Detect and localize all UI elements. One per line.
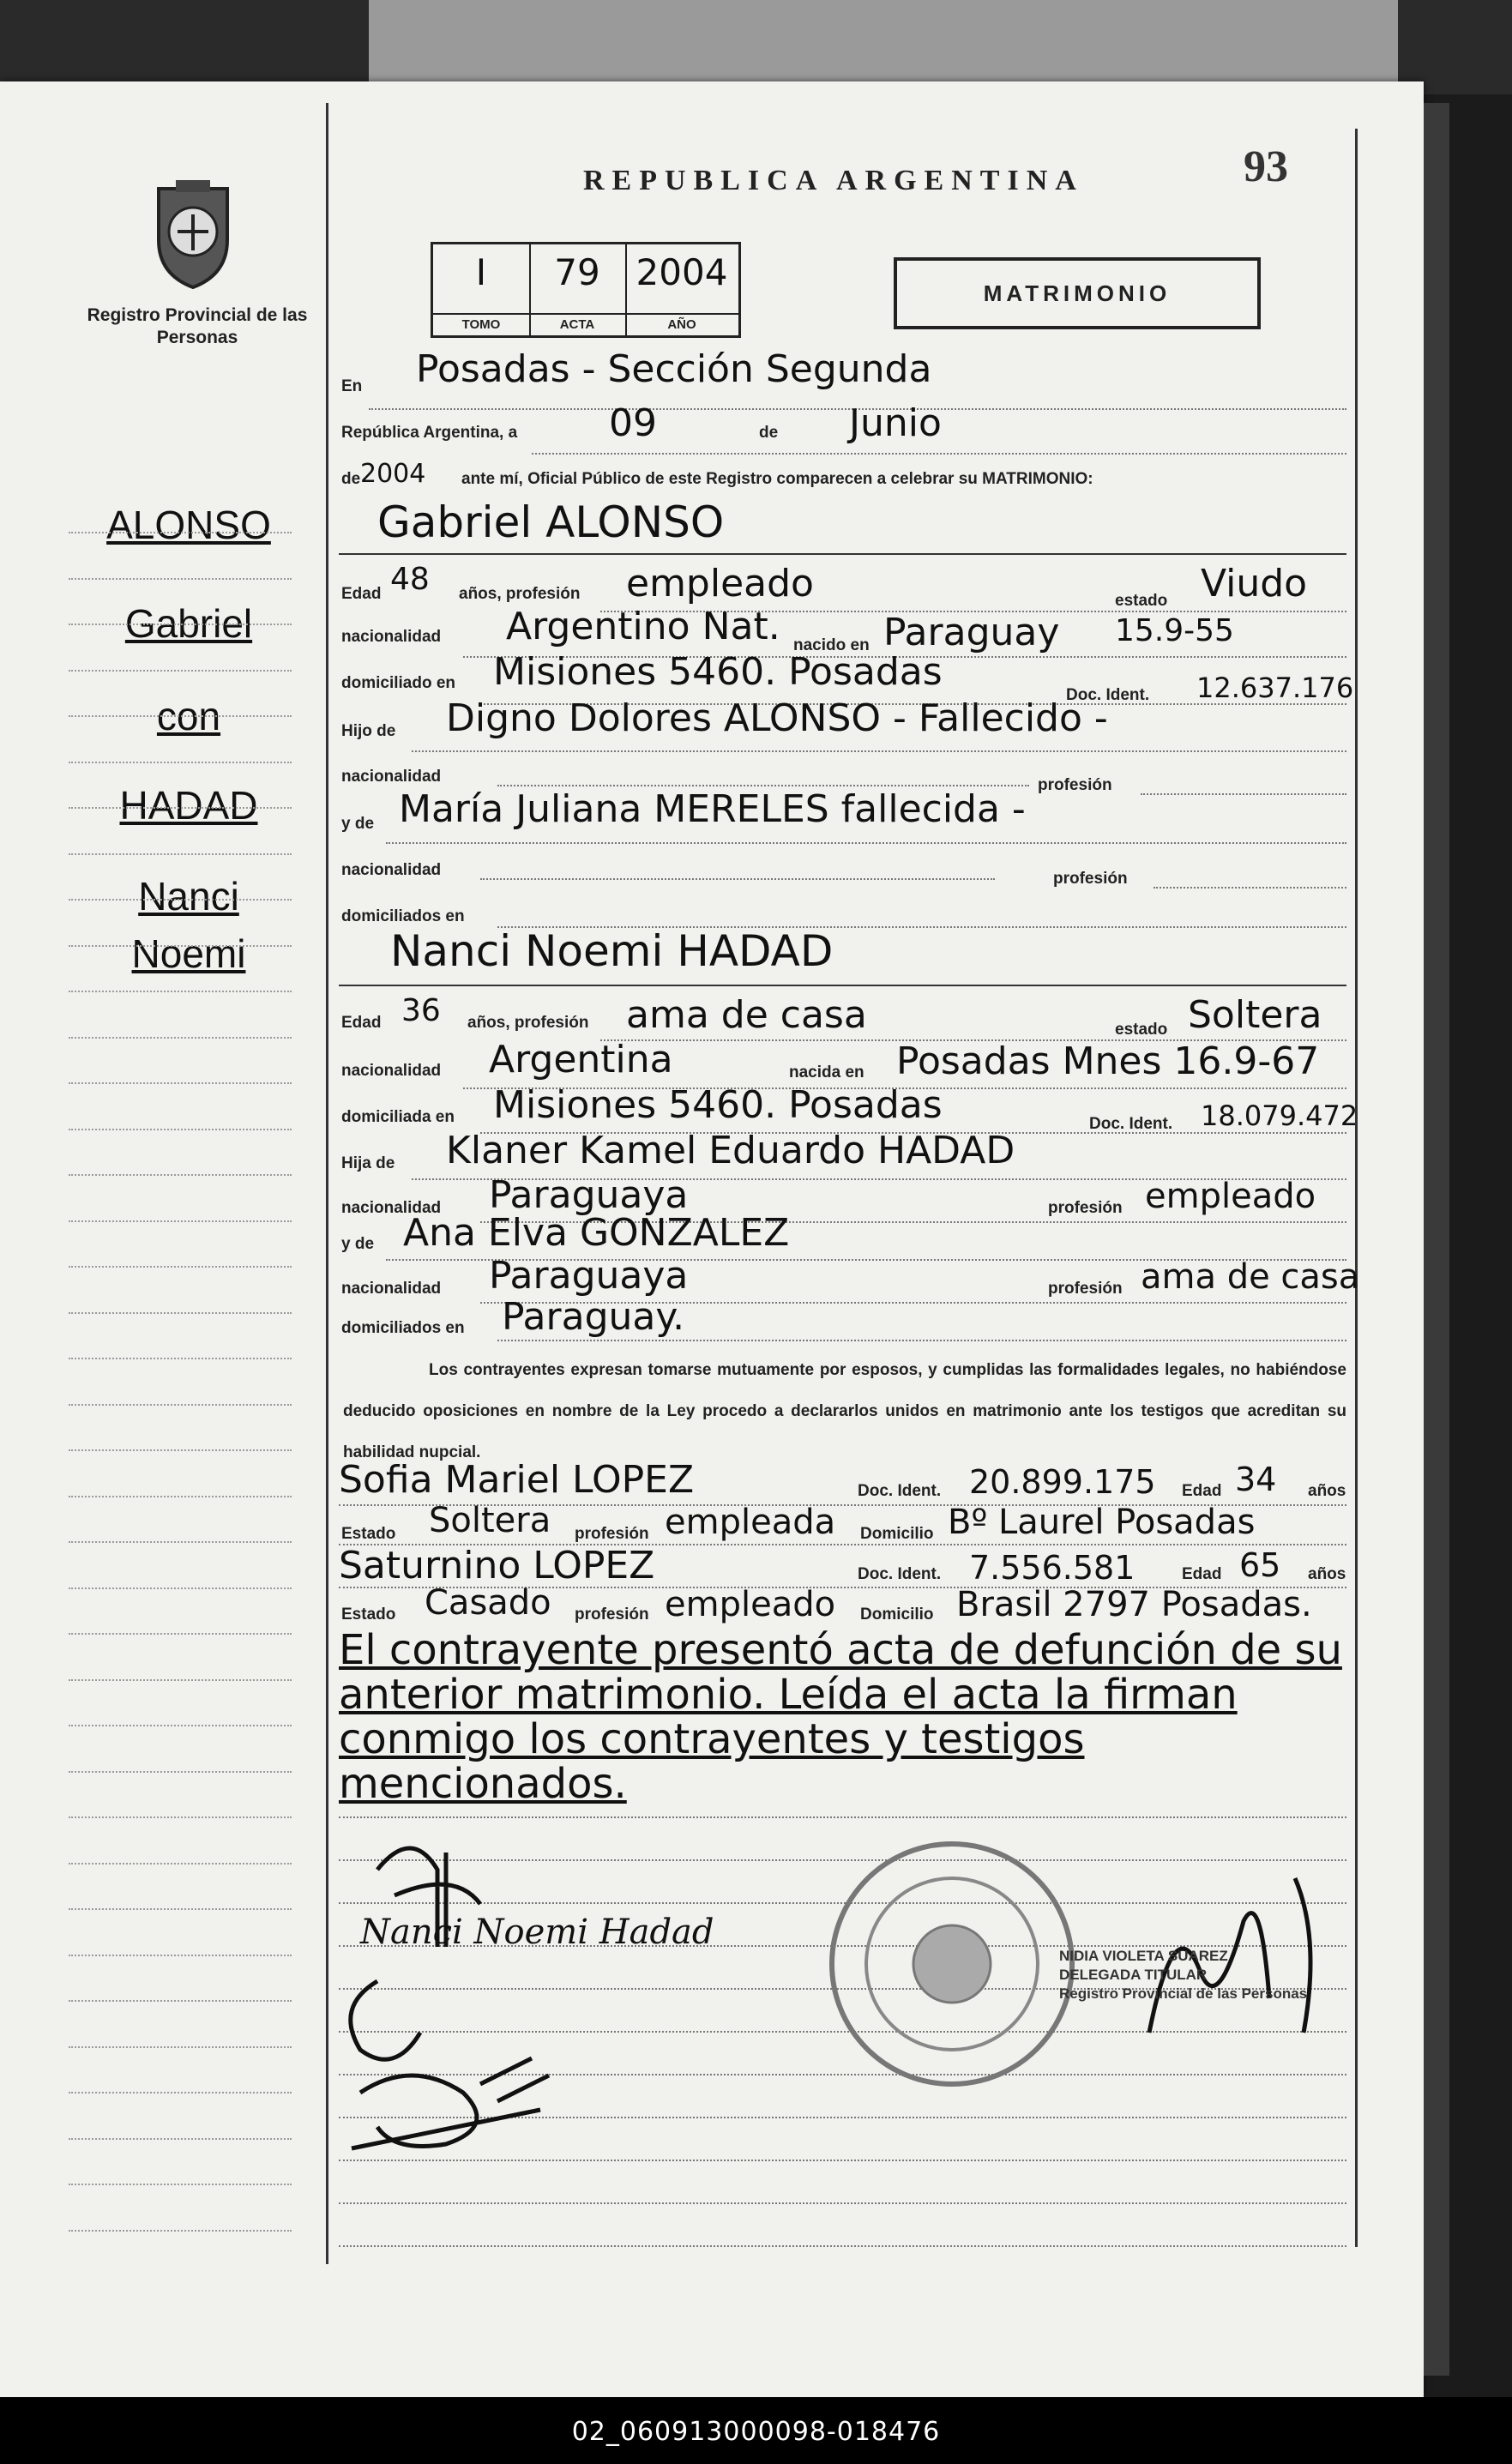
- groom-madre-prof-label: profesión: [1053, 870, 1128, 888]
- acta-cell: [529, 244, 627, 335]
- margin-line: [69, 1633, 292, 1635]
- witness-1-prof-label: profesión: [575, 1525, 649, 1543]
- bride-padre-nac-label: nacionalidad: [341, 1199, 442, 1217]
- groom-name-line: [339, 553, 1346, 555]
- official-stamp-icon: [823, 1835, 1081, 2093]
- anio-label: AÑO: [625, 313, 738, 335]
- margin-line: [69, 1496, 292, 1497]
- bride-madre-nac-label: nacionalidad: [341, 1280, 442, 1298]
- month-value: Junio: [849, 401, 942, 445]
- margin-line: [69, 762, 292, 763]
- groom-madre-nac-line: [480, 878, 995, 880]
- date-line: [532, 453, 1346, 455]
- margin-line: [69, 1312, 292, 1314]
- margin-line: [69, 1816, 292, 1818]
- witness-signatures: [326, 1955, 583, 2161]
- margin-line: [69, 1771, 292, 1773]
- margin-name-3: con: [156, 694, 221, 738]
- groom-padre-prof-line: [1141, 793, 1346, 795]
- witness-2-anios-label: años: [1308, 1565, 1346, 1583]
- bride-yde-label: y de: [341, 1235, 375, 1253]
- bride-madre: Ana Elva GONZALEZ: [403, 1211, 790, 1255]
- witness-2-edad: 65: [1239, 1546, 1281, 1584]
- margin-lines: [69, 532, 292, 2281]
- groom-padre-nac-label: nacionalidad: [341, 768, 442, 786]
- groom-padres-dom-label: domiciliados en: [341, 907, 465, 925]
- groom-edad: 48: [390, 562, 430, 597]
- bride-anios-label: años, profesión: [467, 1014, 589, 1032]
- bride-nacida-label: nacida en: [789, 1063, 864, 1081]
- registry-name: Registro Provincial de las Personas: [87, 305, 308, 347]
- margin-line: [69, 807, 292, 809]
- groom-nac-label: nacionalidad: [341, 628, 442, 646]
- witness-1-dom: Bº Laurel Posadas: [948, 1503, 1256, 1542]
- witness-1-anios-label: años: [1308, 1482, 1346, 1500]
- groom-fecha-nac: 15.9-55: [1115, 613, 1234, 648]
- bride-domicilio: Misiones 5460. Posadas: [493, 1083, 943, 1127]
- margin-line: [69, 2138, 292, 2140]
- margin-name-5: Nanci: [138, 874, 239, 919]
- margin-line: [69, 2046, 292, 2048]
- groom-estado: Viudo: [1201, 562, 1308, 605]
- margin-line: [69, 1908, 292, 1910]
- witness-1-edad-label: Edad: [1182, 1482, 1222, 1500]
- signature-line: [339, 2245, 1346, 2247]
- groom-nacionalidad: Argentino Nat.: [506, 605, 780, 648]
- margin-line: [69, 1266, 292, 1268]
- bride-padres-dom-label: domiciliados en: [341, 1319, 465, 1337]
- margin-line: [69, 991, 292, 992]
- groom-anios-label: años, profesión: [459, 585, 581, 603]
- signature-line: [339, 2202, 1346, 2204]
- groom-padre: Digno Dolores ALONSO - Fallecido -: [446, 696, 1108, 740]
- bride-edad: 36: [401, 993, 441, 1028]
- witness-1-dom-label: Domicilio: [860, 1525, 934, 1543]
- page-title: REPUBLICA ARGENTINA: [583, 165, 1084, 196]
- margin-line: [69, 2230, 292, 2232]
- groom-nacido-label: nacido en: [793, 636, 870, 654]
- margin-line: [69, 1725, 292, 1726]
- bride-padre: Klaner Kamel Eduardo HADAD: [446, 1129, 1015, 1172]
- bride-name-line: [339, 985, 1346, 986]
- official-name: NIDIA VIOLETA SUAREZ: [1059, 1948, 1228, 1964]
- witness-1-estado-label: Estado: [341, 1525, 396, 1543]
- witness-2-dom: Brasil 2797 Posadas.: [956, 1585, 1312, 1624]
- tomo-value: I: [475, 251, 487, 293]
- year-value: 2004: [360, 459, 426, 489]
- margin-line: [69, 1679, 292, 1681]
- witness-2-prof-label: profesión: [575, 1606, 649, 1624]
- groom-name: Gabriel ALONSO: [377, 497, 725, 547]
- en-label: En: [341, 377, 363, 395]
- groom-profesion: empleado: [626, 562, 814, 605]
- bride-name: Nanci Noemi HADAD: [390, 926, 834, 976]
- witness-1-prof: empleada: [665, 1503, 836, 1542]
- year-prefix: de: [341, 470, 361, 488]
- margin-line: [69, 670, 292, 672]
- bride-madre-prof-label: profesión: [1048, 1280, 1123, 1298]
- margin-divider: [326, 103, 328, 2264]
- groom-dom-label: domiciliado en: [341, 674, 456, 692]
- witness-1-edad: 34: [1235, 1461, 1277, 1498]
- margin-line: [69, 532, 292, 533]
- bride-nacida: Posadas Mnes 16.9-67: [896, 1039, 1320, 1083]
- witness-2-edad-label: Edad: [1182, 1565, 1222, 1583]
- margin-line: [69, 1358, 292, 1359]
- groom-hijo-label: Hijo de: [341, 722, 396, 740]
- margin-name-1: ALONSO: [106, 503, 271, 547]
- groom-edad-label: Edad: [341, 585, 382, 603]
- bride-doc-label: Doc. Ident.: [1089, 1115, 1173, 1133]
- official-office: Registro Provincial de las Personas: [1059, 1985, 1308, 2002]
- groom-line-5: [386, 842, 1346, 844]
- margin-line: [69, 1220, 292, 1222]
- witness-2-doc-label: Doc. Ident.: [858, 1565, 942, 1583]
- witness-2-prof: empleado: [665, 1585, 836, 1624]
- margin-line: [69, 1174, 292, 1176]
- margin-line: [69, 945, 292, 947]
- de-label: de: [759, 424, 779, 442]
- bride-edad-label: Edad: [341, 1014, 382, 1032]
- background-paper: [369, 0, 1398, 86]
- witness-1-doc: 20.899.175: [969, 1463, 1156, 1501]
- witness-2-dom-label: Domicilio: [860, 1606, 934, 1624]
- bride-padre-nac: Paraguaya: [489, 1173, 689, 1217]
- groom-madre-nac-label: nacionalidad: [341, 861, 442, 879]
- groom-madre-prof-line: [1154, 887, 1346, 889]
- margin-line: [69, 1082, 292, 1084]
- witness-1-name: Sofia Mariel LOPEZ: [339, 1458, 695, 1502]
- groom-line-4: [412, 750, 1346, 752]
- bride-padres-dom: Paraguay.: [502, 1295, 685, 1339]
- witness-2-estado-label: Estado: [341, 1606, 396, 1624]
- acta-value: 79: [554, 251, 600, 293]
- margin-line: [69, 899, 292, 901]
- margin-line: [69, 2092, 292, 2093]
- witness-1-estado: Soltera: [429, 1501, 551, 1540]
- groom-padre-nac-line: [497, 785, 1029, 786]
- witness-2-name: Saturnino LOPEZ: [339, 1544, 655, 1587]
- bride-nacionalidad: Argentina: [489, 1038, 673, 1081]
- anio-cell: [625, 244, 738, 335]
- registry-seal-icon: [142, 172, 244, 292]
- groom-padre-prof-label: profesión: [1038, 776, 1112, 794]
- republica-label: República Argentina, a: [341, 424, 518, 442]
- bride-dom-label: domiciliada en: [341, 1108, 455, 1126]
- page-number: 93: [1244, 142, 1288, 191]
- comparecen-text: ante mí, Oficial Público de este Registro comparecen a celebrar su MATRIMONIO:: [461, 470, 1093, 488]
- margin-name-4: HADAD: [119, 783, 258, 828]
- witness-2-estado: Casado: [425, 1583, 551, 1623]
- margin-name-6: Noemi: [131, 931, 246, 976]
- bride-madre-prof: ama de casa: [1141, 1257, 1360, 1297]
- page-edge: [1424, 103, 1449, 2376]
- margin-line: [69, 1587, 292, 1589]
- margin-line: [69, 1037, 292, 1039]
- image-id-label: 02_060913000098-018476: [571, 2417, 941, 2447]
- groom-doc: 12.637.176: [1196, 672, 1354, 704]
- acta-label: ACTA: [529, 313, 625, 335]
- margin-line: [69, 853, 292, 855]
- margin-line: [69, 1955, 292, 1956]
- bride-madre-nac: Paraguaya: [489, 1254, 689, 1298]
- bride-estado: Soltera: [1188, 993, 1322, 1037]
- bride-nac-label: nacionalidad: [341, 1062, 442, 1080]
- margin-line: [69, 2184, 292, 2185]
- tomo-label: TOMO: [433, 313, 529, 335]
- margin-name-2: Gabriel: [124, 601, 253, 646]
- act-type-box: MATRIMONIO: [894, 257, 1261, 329]
- witness-2-doc: 7.556.581: [969, 1549, 1136, 1587]
- margin-line: [69, 715, 292, 717]
- official-role: DELEGADA TITULAR: [1059, 1967, 1208, 1983]
- groom-domicilio: Misiones 5460. Posadas: [493, 650, 943, 694]
- place-value: Posadas - Sección Segunda: [416, 347, 932, 391]
- witness-1-doc-label: Doc. Ident.: [858, 1482, 942, 1500]
- acta-number-box: [431, 242, 741, 338]
- bride-doc: 18.079.472: [1201, 1099, 1358, 1132]
- groom-estado-label: estado: [1115, 592, 1168, 610]
- margin-line: [69, 624, 292, 625]
- bride-signature: Nanci Noemi Hadad: [360, 1913, 714, 1952]
- groom-madre: María Juliana MERELES fallecida -: [399, 787, 1026, 831]
- margin-line: [69, 1404, 292, 1406]
- margin-line: [69, 1449, 292, 1451]
- day-value: 09: [609, 401, 657, 445]
- bride-hija-label: Hija de: [341, 1154, 395, 1172]
- bride-padre-prof: empleado: [1145, 1177, 1316, 1216]
- official-stamp-text: [1059, 1947, 1334, 2003]
- margin-line: [69, 2000, 292, 2002]
- bride-padre-prof-label: profesión: [1048, 1199, 1123, 1217]
- observations-text: El contrayente presentó acta de defunción de su anterior matrimonio. Leída el acta la firman conmigo los contrayentes y testigos mencionados.: [339, 1626, 1342, 1808]
- margin-line: [69, 1129, 292, 1130]
- margin-line: [69, 1863, 292, 1865]
- groom-doc-label: Doc. Ident.: [1066, 686, 1150, 704]
- bride-line-8: [497, 1340, 1346, 1341]
- groom-yde-label: y de: [341, 815, 375, 833]
- declaration-text: Los contrayentes expresan tomarse mutuamente por esposos, y cumplidas las formalidades legales, no habiéndose deducido oposiciones en nombre de la Ley procedo a declararlos unidos en matrimonio ante los testigos que acreditan su habilidad nupcial.: [343, 1361, 1346, 1461]
- groom-nacido: Paraguay: [883, 611, 1060, 654]
- margin-line: [69, 578, 292, 580]
- bride-estado-label: estado: [1115, 1021, 1168, 1039]
- bride-profesion: ama de casa: [626, 993, 867, 1037]
- anio-value: 2004: [636, 251, 728, 293]
- margin-line: [69, 1541, 292, 1543]
- tomo-cell: [433, 244, 531, 335]
- right-divider: [1355, 129, 1358, 2247]
